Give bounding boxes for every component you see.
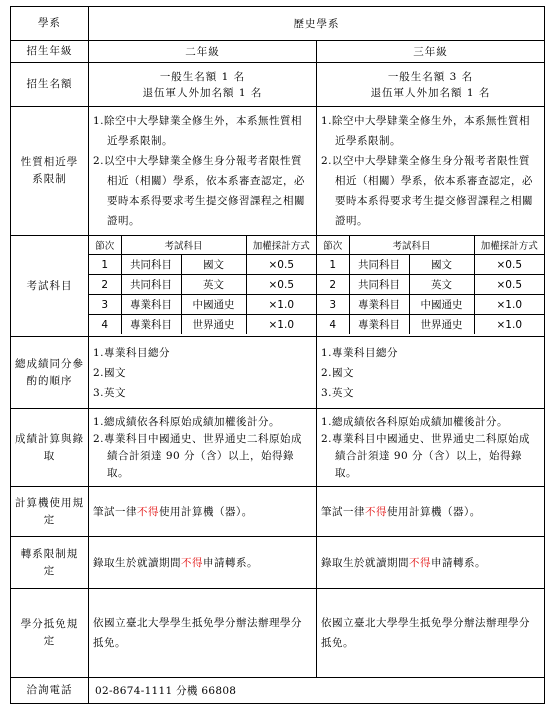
transfer-text: 申請轉系。 — [203, 556, 258, 569]
exam-category: 專業科目 — [121, 315, 181, 335]
tiebreak-item: 3.英文 — [93, 386, 127, 399]
exam-weight: ×1.0 — [474, 315, 544, 335]
calc-forbidden: 不得 — [137, 505, 159, 518]
row-restriction — [11, 107, 545, 236]
exam-header-session: 節次 — [89, 236, 121, 255]
exam-weight: ×0.5 — [246, 275, 316, 295]
grade2-credit: 依國立臺北大學學生抵免學分辦法辦理學分抵免。 — [89, 589, 317, 678]
exam-session: 2 — [317, 275, 349, 295]
grade3-exam — [317, 236, 545, 337]
tiebreak-item: 2.國文 — [93, 366, 127, 379]
exam-row — [317, 295, 544, 315]
row-contact — [11, 678, 545, 704]
exam-session: 4 — [317, 315, 349, 335]
calc-text: 使用計算機（器）。 — [387, 505, 481, 518]
grade3-restriction-item: 2.以空中大學肄業全修生身分報考者限性質相近（相關）學系，依本系審查認定，必要時本系得要求考生提交修習課程之相關證明。 — [321, 155, 533, 227]
calc-text: 筆試一律 — [321, 505, 365, 518]
grade2-restriction — [89, 107, 317, 236]
label-restriction: 性質相近學系限制 — [11, 107, 89, 236]
label-calculator: 計算機使用規定 — [11, 487, 89, 537]
exam-header-row — [317, 236, 544, 255]
grade3-quota-veteran: 退伍軍人外加名額 1 名 — [370, 86, 491, 99]
grade2-quota-regular: 一般生名額 1 名 — [159, 70, 246, 83]
label-tiebreak: 總成績同分參酌的順序 — [11, 337, 89, 409]
label-grade: 招生年級 — [11, 41, 89, 63]
exam-weight: ×0.5 — [474, 255, 544, 275]
scoring-item: 2.專業科目中國通史、世界通史二科原始成績合計須達 90 分（含）以上，始得錄取。 — [93, 432, 303, 479]
label-transfer: 轉系限制規定 — [11, 537, 89, 589]
grade2-transfer — [89, 537, 317, 589]
exam-session: 3 — [89, 295, 121, 315]
tiebreak-item: 1.專業科目總分 — [321, 346, 399, 359]
row-tiebreak — [11, 337, 545, 409]
exam-header-weight: 加權採計方式 — [474, 236, 544, 255]
grade3-credit: 依國立臺北大學學生抵免學分辦法辦理學分抵免。 — [317, 589, 545, 678]
tiebreak-item: 3.英文 — [321, 386, 355, 399]
exam-subject: 英文 — [181, 275, 246, 295]
row-credit — [11, 589, 545, 678]
grade2-scoring — [89, 409, 317, 487]
exam-weight: ×0.5 — [246, 255, 316, 275]
exam-subject: 英文 — [409, 275, 474, 295]
exam-subject: 中國通史 — [409, 295, 474, 315]
exam-row — [89, 255, 316, 275]
exam-weight: ×1.0 — [474, 295, 544, 315]
grade3-exam-table — [317, 236, 544, 334]
label-scoring: 成績計算與錄取 — [11, 409, 89, 487]
transfer-text: 申請轉系。 — [431, 556, 486, 569]
grade3-quota — [317, 63, 545, 107]
exam-weight: ×1.0 — [246, 295, 316, 315]
grade2-calculator — [89, 487, 317, 537]
grade3-restriction — [317, 107, 545, 236]
exam-header-subject: 考試科目 — [121, 236, 246, 255]
calc-forbidden: 不得 — [365, 505, 387, 518]
exam-subject: 世界通史 — [181, 315, 246, 335]
grade2-quota — [89, 63, 317, 107]
row-exam — [11, 236, 545, 337]
exam-session: 1 — [89, 255, 121, 275]
exam-session: 4 — [89, 315, 121, 335]
exam-session: 2 — [89, 275, 121, 295]
exam-header-row — [89, 236, 316, 255]
grade3-scoring — [317, 409, 545, 487]
grade2-title: 二年級 — [89, 41, 317, 63]
label-quota: 招生名額 — [11, 63, 89, 107]
grade3-tiebreak — [317, 337, 545, 409]
exam-row — [89, 295, 316, 315]
row-dept — [11, 7, 545, 41]
label-contact: 洽詢電話 — [11, 678, 89, 704]
exam-subject: 中國通史 — [181, 295, 246, 315]
exam-category: 共同科目 — [349, 255, 409, 275]
exam-row — [317, 255, 544, 275]
calc-text: 使用計算機（器）。 — [159, 505, 253, 518]
exam-row — [317, 275, 544, 295]
dept-name: 歷史學系 — [89, 7, 545, 41]
exam-session: 1 — [317, 255, 349, 275]
exam-subject: 世界通史 — [409, 315, 474, 335]
grade2-quota-veteran: 退伍軍人外加名額 1 名 — [142, 86, 263, 99]
grade2-tiebreak — [89, 337, 317, 409]
tiebreak-item: 1.專業科目總分 — [93, 346, 171, 359]
exam-header-session: 節次 — [317, 236, 349, 255]
row-scoring — [11, 409, 545, 487]
row-quota — [11, 63, 545, 107]
exam-header-subject: 考試科目 — [349, 236, 474, 255]
row-transfer — [11, 537, 545, 589]
admission-table — [10, 6, 545, 704]
label-exam: 考試科目 — [11, 236, 89, 337]
row-grade — [11, 41, 545, 63]
exam-category: 專業科目 — [121, 295, 181, 315]
grade3-restriction-item: 1.除空中大學肄業全修生外，本系無性質相近學系限制。 — [321, 115, 531, 147]
grade3-title: 三年級 — [317, 41, 545, 63]
grade2-exam — [89, 236, 317, 337]
grade3-calculator — [317, 487, 545, 537]
transfer-text: 錄取生於就讀期間 — [93, 556, 181, 569]
grade2-restriction-item: 1.除空中大學肄業全修生外，本系無性質相近學系限制。 — [93, 115, 303, 147]
scoring-item: 2.專業科目中國通史、世界通史二科原始成績合計須達 90 分（含）以上，始得錄取。 — [321, 432, 531, 479]
contact-phone: 02-8674-1111 分機 66808 — [89, 678, 545, 704]
tiebreak-item: 2.國文 — [321, 366, 355, 379]
exam-weight: ×1.0 — [246, 315, 316, 335]
exam-weight: ×0.5 — [474, 275, 544, 295]
scoring-item: 1.總成績依各科原始成績加權後計分。 — [93, 415, 281, 428]
exam-category: 共同科目 — [349, 275, 409, 295]
exam-header-weight: 加權採計方式 — [246, 236, 316, 255]
scoring-item: 1.總成績依各科原始成績加權後計分。 — [321, 415, 509, 428]
label-dept: 學系 — [11, 7, 89, 41]
exam-category: 共同科目 — [121, 255, 181, 275]
transfer-forbidden: 不得 — [181, 556, 203, 569]
exam-subject: 國文 — [409, 255, 474, 275]
label-credit: 學分抵免規定 — [11, 589, 89, 678]
exam-session: 3 — [317, 295, 349, 315]
exam-row — [317, 315, 544, 335]
exam-category: 專業科目 — [349, 315, 409, 335]
exam-row — [89, 275, 316, 295]
grade3-quota-regular: 一般生名額 3 名 — [387, 70, 474, 83]
grade2-restriction-item: 2.以空中大學肄業全修生身分報考者限性質相近（相關）學系，依本系審查認定，必要時本系得要求考生提交修習課程之相關證明。 — [93, 155, 305, 227]
calc-text: 筆試一律 — [93, 505, 137, 518]
exam-category: 專業科目 — [349, 295, 409, 315]
transfer-forbidden: 不得 — [409, 556, 431, 569]
exam-row — [89, 315, 316, 335]
exam-category: 共同科目 — [121, 275, 181, 295]
transfer-text: 錄取生於就讀期間 — [321, 556, 409, 569]
row-calculator — [11, 487, 545, 537]
grade2-exam-table — [89, 236, 316, 334]
grade3-transfer — [317, 537, 545, 589]
exam-subject: 國文 — [181, 255, 246, 275]
